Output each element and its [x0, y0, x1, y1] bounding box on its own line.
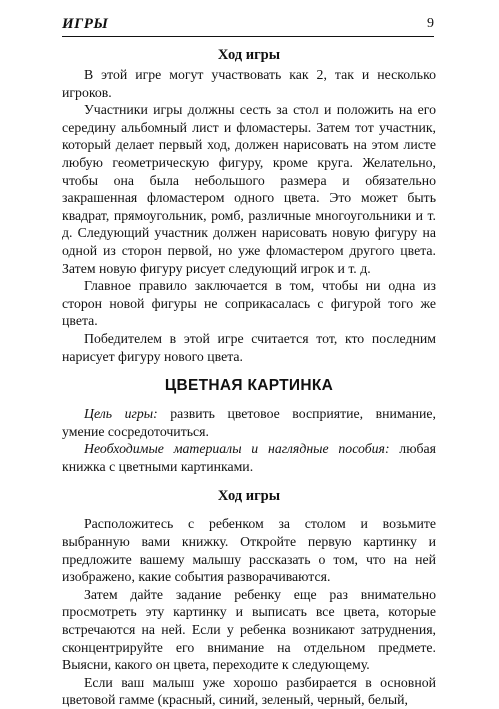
running-head [62, 14, 434, 36]
game-title: ЦВЕТНАЯ КАРТИНКА [164, 377, 334, 395]
section-heading-game-progress: Ход игры [217, 47, 281, 63]
paragraph: Если ваш малыш уже хорошо разбирается в основной цветовой гамме (красный, синий, зеленый, черный, белый, [62, 674, 436, 708]
section-heading-game-progress-2: Ход игры [217, 488, 281, 505]
page-number: 9 [427, 16, 434, 31]
page-body [62, 44, 436, 709]
paragraph: Расположитесь с ребенком за столом и возьмите выбранную вами книжку. Откройте первую картинку и предложите вашему малышу рассказать о том, что на ней изображено, какие события разворачиваются. [62, 516, 436, 585]
goal-label: Цель игры: [84, 406, 158, 422]
paragraph: Затем дайте задание ребенку еще раз внимательно просмотреть эту картинку и выписать все цвета, которые встречаются на ней. Если у ребенка возникают затруднения, сконцентрируйте его внимание на отдельном предмете. Выясни, какого он цвета, переходите к следующему. [62, 586, 436, 673]
goal-paragraph [62, 405, 436, 440]
paragraph: Главное правило заключается в том, чтобы ни одна из сторон новой фигуры не соприкасалась с фигурой того же цвета. [62, 278, 436, 329]
header-rule [62, 36, 434, 37]
materials-text: любая книжка с цветными картинками. [62, 441, 436, 474]
running-head-title: ИГРЫ [62, 16, 109, 32]
paragraph: В этой игре могут участвовать как 2, так и несколько игроков. [62, 67, 436, 100]
paragraph: Участники игры должны сесть за стол и положить на его середину альбомный лист и фломастеры. Затем тот участник, который делает первый ход, должен нарисовать на этом листе любую геометрическую фигуру, кроме круга. Желательно, чтобы она была небольшого размера и обязательно закрашенная фломастером одного цвета. Это может быть квадрат, прямоугольник, ромб, различные многоугольники и т. д. Следующий участник должен нарисовать новую фигуру на одной из сторон первой, но уже фломастером другого цвета. Затем новую фигуру рисует следующий игрок и т. д. [62, 102, 436, 276]
goal-text: развить цветовое восприятие, внимание, умение сосредоточиться. [62, 406, 437, 439]
paragraph: Победителем в этой игре считается тот, кто последним нарисует фигуру нового цвета. [62, 330, 436, 364]
materials-paragraph [62, 440, 436, 475]
materials-label: Необходимые материалы и наглядные пособия: [84, 441, 390, 457]
